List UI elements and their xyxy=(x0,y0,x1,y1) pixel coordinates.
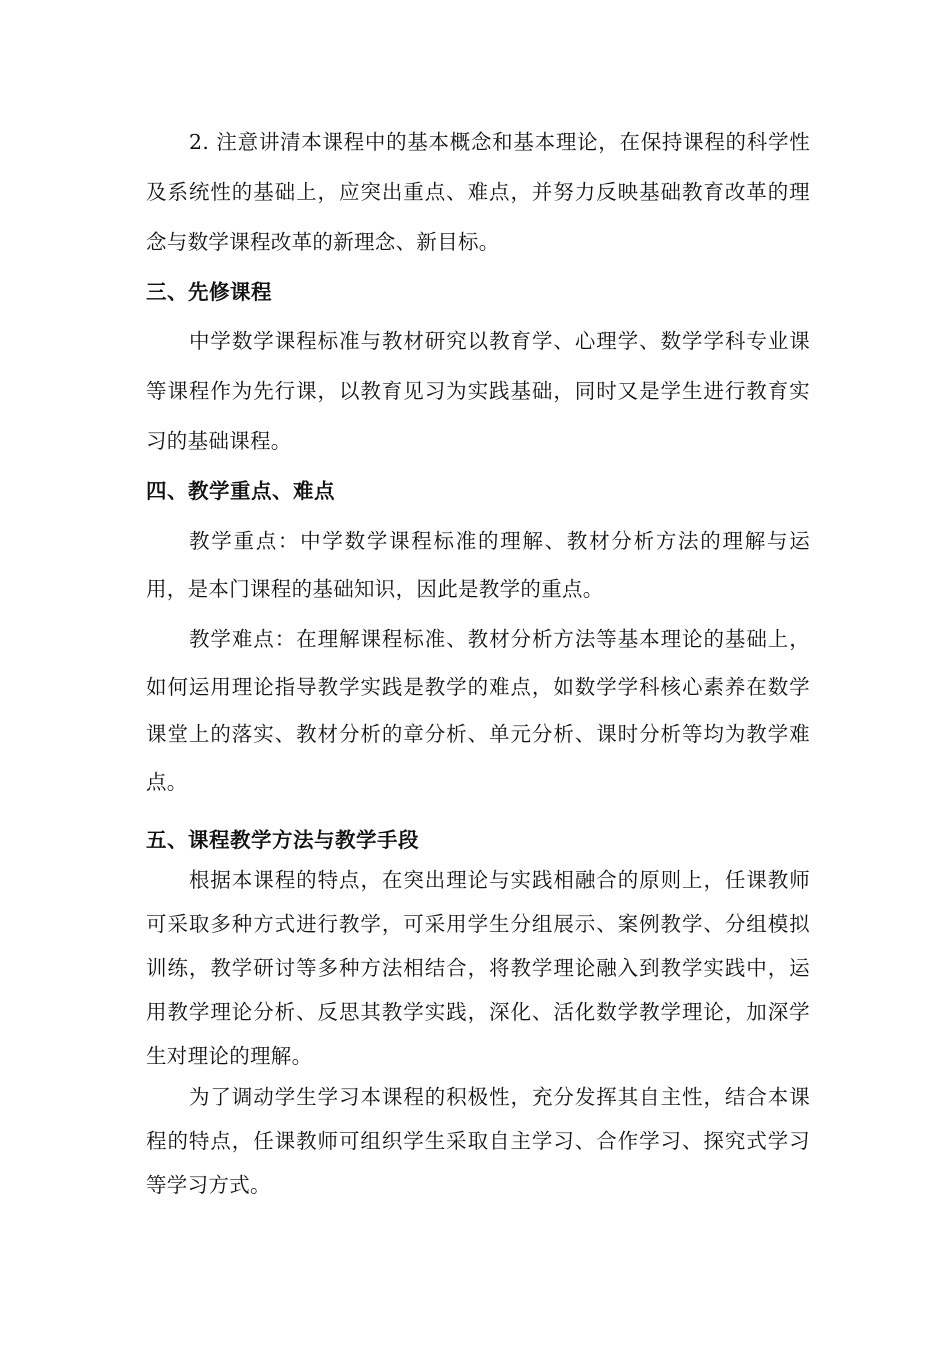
paragraph-teaching-difficulties: 教学难点：在理解课程标准、教材分析方法等基本理论的基础上，如何运用理论指导教学实践是教学的难点，如数学学科核心素养在数学课堂上的落实、教材分析的章分析、单元分析、课时分析等均为教学难点。 xyxy=(146,627,810,794)
section-heading-methods: 五、课程教学方法与教学手段 xyxy=(146,828,419,852)
section-heading-prerequisites: 三、先修课程 xyxy=(146,280,272,304)
paragraph-prerequisites: 中学数学课程标准与教材研究以教育学、心理学、数学学科专业课等课程作为先行课，以教育见习为实践基础，同时又是学生进行教育实习的基础课程。 xyxy=(146,329,810,453)
paragraph-learning-methods: 为了调动学生学习本课程的积极性，充分发挥其自主性，结合本课程的特点，任课教师可组织学生采取自主学习、合作学习、探究式学习等学习方式。 xyxy=(146,1085,810,1197)
paragraph-teaching-methods: 根据本课程的特点，在突出理论与实践相融合的原则上，任课教师可采取多种方式进行教学，可采用学生分组展示、案例教学、分组模拟训练，教学研讨等多种方法相结合，将教学理论融入到教学实践中，运用教学理论分析、反思其教学实践，深化、活化数学教学理论，加深学生对理论的理解。 xyxy=(146,868,810,1068)
paragraph-course-focus: 2. 注意讲清本课程中的基本概念和基本理论，在保持课程的科学性及系统性的基础上，应突出重点、难点，并努力反映基础教育改革的理念与数学课程改革的新理念、新目标。 xyxy=(146,130,810,254)
section-heading-key-points: 四、教学重点、难点 xyxy=(146,479,335,503)
paragraph-teaching-key-points: 教学重点：中学数学课程标准的理解、教材分析方法的理解与运用，是本门课程的基础知识，因此是教学的重点。 xyxy=(146,529,810,601)
